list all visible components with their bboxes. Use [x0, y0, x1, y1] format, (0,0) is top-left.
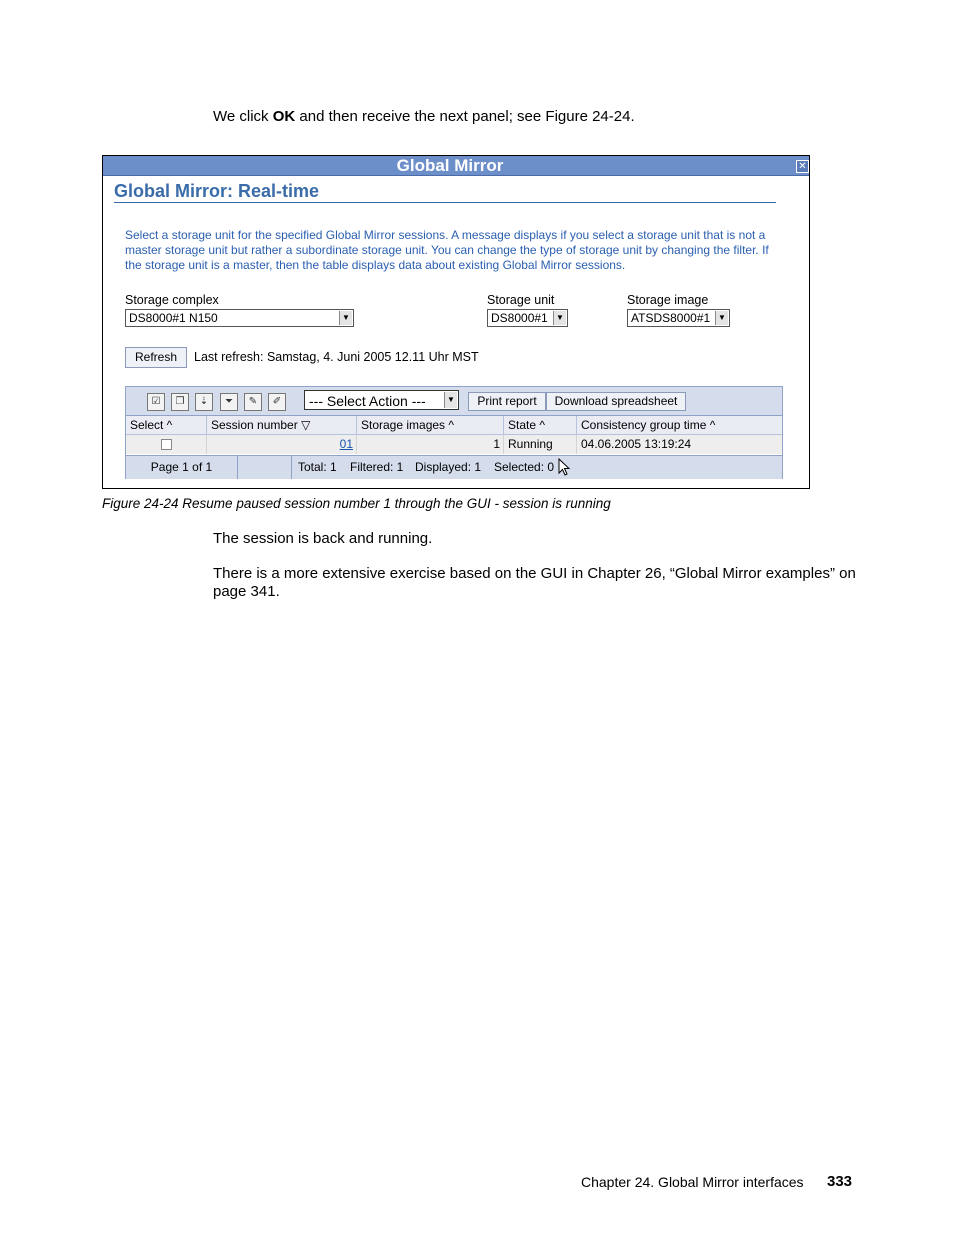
select-all-icon[interactable]: ☑ [147, 393, 165, 411]
figure-caption: Figure 24-24 Resume paused session number 1 through the GUI - session is running [102, 496, 611, 511]
intro-bold: OK [272, 108, 296, 125]
table-toolbar [126, 387, 782, 416]
storage-image-select[interactable] [627, 309, 730, 327]
intro-text [213, 108, 635, 126]
footer-filtered: Filtered: 1 [350, 460, 404, 474]
consistency-group-time-cell: 04.06.2005 13:19:24 [581, 437, 692, 451]
chevron-down-icon: ▼ [339, 311, 352, 325]
panel-description: Select a storage unit for the specified Global Mirror sessions. A message displays if you select a storage unit that is not a master storage unit but rather a subordinate storage unit. You can change the type of storage unit by changing the filter. If the storage unit is a master, then the table displays data about existing Global Mirror sessions. [125, 228, 769, 272]
table-footer [126, 455, 782, 479]
paragraph-2: There is a more extensive exercise based on the GUI in Chapter 26, “Global Mirror examples” on page 341. [213, 565, 856, 600]
select-cell [126, 435, 207, 454]
select-action-dropdown[interactable] [304, 390, 459, 410]
sessions-table [125, 386, 783, 479]
download-spreadsheet-button[interactable]: Download spreadsheet [546, 392, 686, 411]
footer-page-number: 333 [827, 1173, 853, 1190]
storage-unit-select[interactable] [487, 309, 568, 327]
page-indicator: Page 1 of 1 [126, 456, 238, 479]
col-select[interactable]: Select ^ [126, 416, 207, 434]
storage-complex-label: Storage complex [125, 293, 219, 307]
storage-unit-value: DS8000#1 [491, 311, 548, 325]
panel-title: Global Mirror: Real-time [114, 181, 320, 201]
expand-icon[interactable]: ⇣ [195, 393, 213, 411]
storage-complex-value: DS8000#1 N150 [129, 311, 218, 325]
footer-total: Total: 1 [298, 460, 337, 474]
close-icon[interactable]: ✕ [796, 160, 809, 173]
session-number-cell [207, 435, 357, 454]
intro-prefix: We click [213, 108, 273, 125]
state-cell: Running [504, 435, 577, 454]
title-divider [114, 202, 776, 203]
paragraph-1: The session is back and running. [213, 530, 433, 547]
deselect-all-icon[interactable]: ❐ [171, 393, 189, 411]
col-session-number[interactable] [207, 416, 357, 434]
col-session-number-label: Session number [211, 418, 298, 432]
filter-icon[interactable]: ⏷ [220, 393, 238, 411]
refresh-button[interactable]: Refresh [125, 347, 187, 368]
storage-image-value: ATSDS8000#1 [631, 311, 711, 325]
edit-filter-icon[interactable]: ✎ [244, 393, 262, 411]
footer-chapter: Chapter 24. Global Mirror interfaces [581, 1174, 804, 1190]
chevron-down-icon: ▼ [715, 311, 728, 325]
storage-image-label: Storage image [627, 293, 709, 307]
footer-selected: Selected: 0 [494, 460, 555, 474]
col-consistency-group-time[interactable]: Consistency group time ^ [581, 418, 716, 432]
clear-filter-icon[interactable]: ✐ [268, 393, 286, 411]
select-action-value: --- Select Action --- [309, 393, 426, 409]
window-titlebar [103, 156, 809, 176]
storage-unit-label: Storage unit [487, 293, 555, 307]
col-storage-images[interactable]: Storage images ^ [357, 416, 504, 434]
global-mirror-window [102, 155, 810, 489]
table-row [126, 435, 782, 454]
window-title: Global Mirror [396, 156, 504, 175]
chevron-down-icon: ▼ [553, 311, 566, 325]
print-report-button[interactable]: Print report [468, 392, 546, 411]
last-refresh-text: Last refresh: Samstag, 4. Juni 2005 12.11 Uhr MST [194, 350, 479, 364]
storage-images-cell: 1 [357, 435, 504, 454]
storage-complex-select[interactable] [125, 309, 354, 327]
table-header [126, 416, 782, 435]
session-number-link[interactable]: 01 [339, 437, 353, 451]
footer-displayed: Displayed: 1 [415, 460, 482, 474]
intro-suffix: and then receive the next panel; see Figure 24-24. [295, 108, 635, 125]
chevron-down-icon: ▼ [444, 392, 457, 408]
footer-spacer [238, 456, 292, 479]
col-state[interactable]: State ^ [504, 416, 577, 434]
sort-descending-icon: ▽ [301, 418, 311, 432]
mouse-cursor-icon [558, 458, 570, 477]
row-checkbox[interactable] [161, 439, 172, 450]
